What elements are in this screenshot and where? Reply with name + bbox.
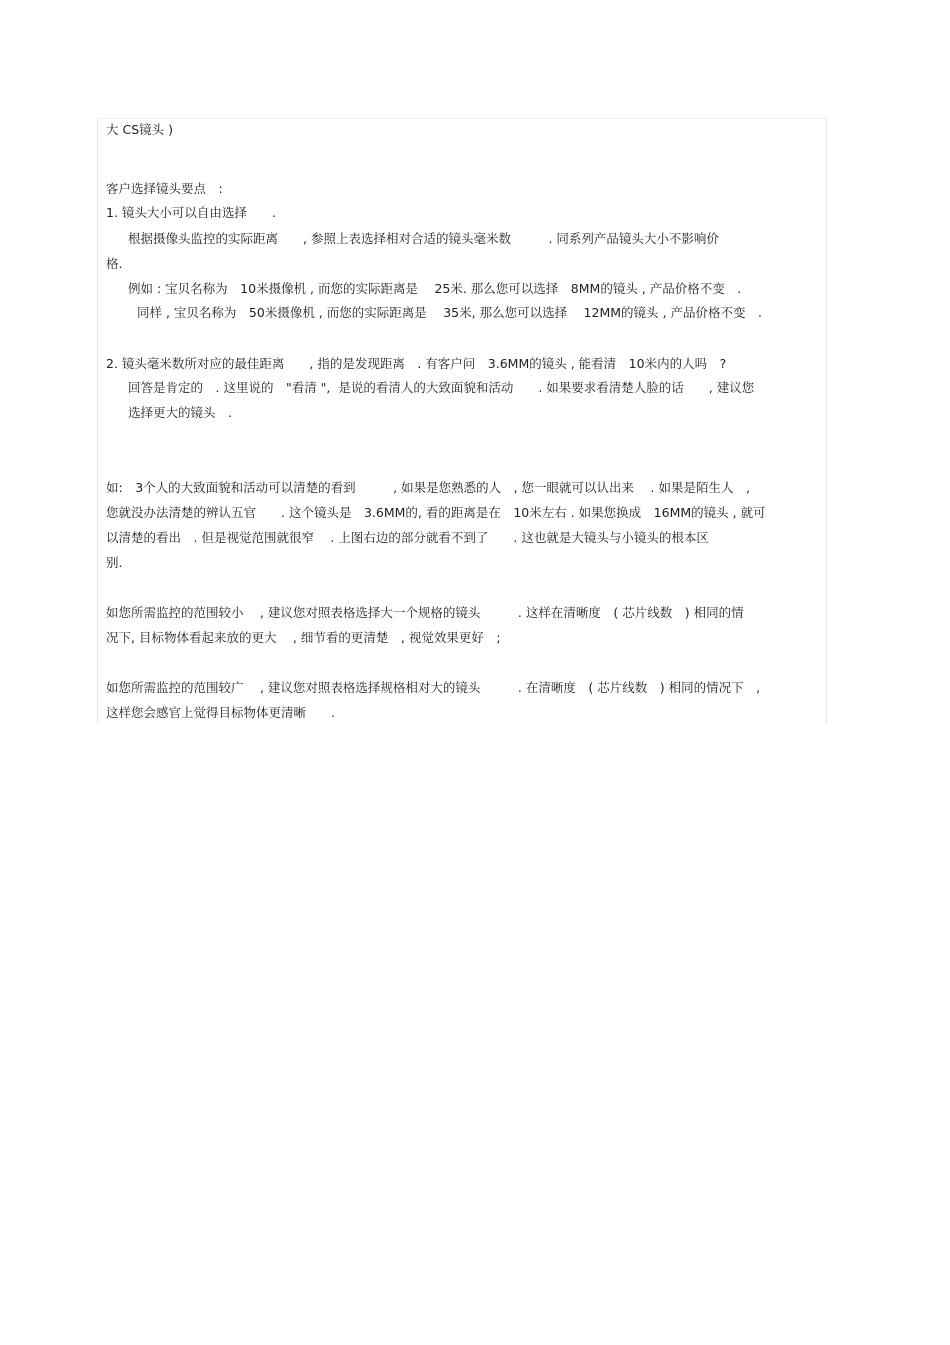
example-paragraph-line-4: 别. <box>106 555 123 570</box>
point-1-heading: 1. 镜头大小可以自由选择 . <box>106 205 276 220</box>
point-1-text-line-1: 根据摄像头监控的实际距离 , 参照上表选择相对合适的镜头毫米数 . 同系列产品镜头大小不影响价 <box>128 231 719 246</box>
point-2-text-line-2: 选择更大的镜头 . <box>128 405 232 420</box>
small-range-paragraph-line-1: 如您所需监控的范围较小 , 建议您对照表格选择大一个规格的镜头 . 这样在清晰度 ( 芯片线数 ) 相同的情 <box>106 605 744 620</box>
section-heading: 客户选择镜头要点 : <box>106 181 223 196</box>
point-2-heading: 2. 镜头毫米数所对应的最佳距离 , 指的是发现距离 . 有客户问 3.6MM的镜头 , 能看清 10米内的人吗 ? <box>106 356 727 371</box>
example-paragraph-line-1: 如: 3个人的大致面貌和活动可以清楚的看到 , 如果是您熟悉的人 , 您一眼就可以认出来 . 如果是陌生人 , <box>106 480 750 495</box>
point-1-example-1: 例如 : 宝贝名称为 10米摄像机 , 而您的实际距离是 25米. 那么您可以选择 8MM的镜头 , 产品价格不变 . <box>128 281 742 296</box>
small-range-paragraph-line-2: 况下, 目标物体看起来放的更大 , 细节看的更清楚 , 视觉效果更好 ; <box>106 630 501 645</box>
example-paragraph-line-3: 以清楚的看出 . 但是视觉范围就很窄 . 上图右边的部分就看不到了 . 这也就是大镜头与小镜头的根本区 <box>106 530 709 545</box>
wide-range-paragraph-line-1: 如您所需监控的范围较广 , 建议您对照表格选择规格相对大的镜头 . 在清晰度 ( 芯片线数 ) 相同的情况下 , <box>106 680 761 695</box>
text-line-continuation: 大 CS镜头 ) <box>106 122 173 137</box>
point-1-text-line-2: 格. <box>106 256 123 271</box>
point-1-example-2: 同样 , 宝贝名称为 50米摄像机 , 而您的实际距离是 35米, 那么您可以选择 12MM的镜头 , 产品价格不变 . <box>137 305 762 320</box>
point-2-text-line-1: 回答是肯定的 . 这里说的 "看清 ", 是说的看清人的大致面貌和活动 . 如果要求看清楚人脸的话 , 建议您 <box>128 380 755 395</box>
wide-range-paragraph-line-2: 这样您会感官上觉得目标物体更清晰 . <box>106 705 335 720</box>
example-paragraph-line-2: 您就没办法清楚的辨认五官 . 这个镜头是 3.6MM的, 看的距离是在 10米左右 . 如果您换成 16MM的镜头 , 就可 <box>106 505 766 520</box>
